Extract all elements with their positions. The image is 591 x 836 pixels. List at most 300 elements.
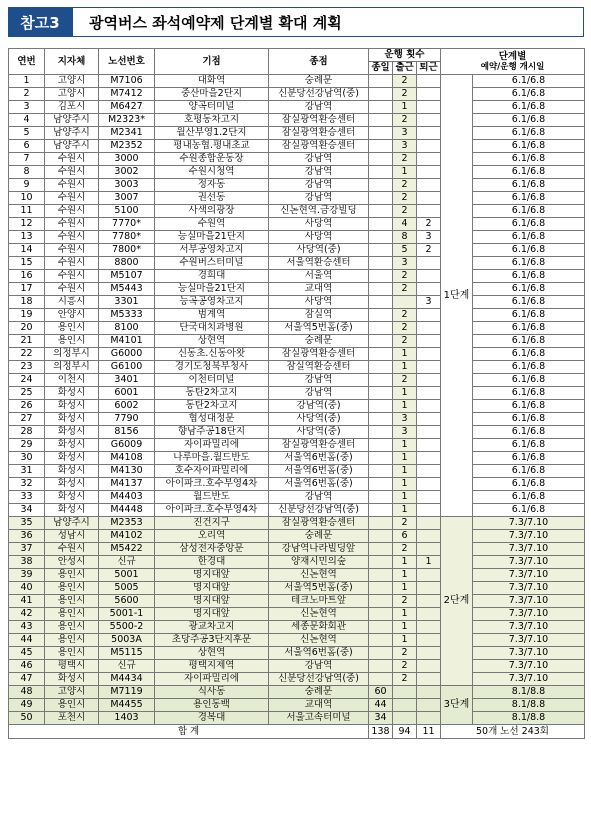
cell-all-day — [369, 218, 393, 231]
cell-commute-in — [417, 348, 441, 361]
cell-date: 6.1/6.8 — [473, 504, 585, 517]
table-body — [9, 75, 585, 739]
col-header-runs: 운행 횟수 — [369, 49, 441, 62]
cell-date: 7.3/7.10 — [473, 582, 585, 595]
cell-city: 화성시 — [45, 400, 99, 413]
cell-end: 서울역 — [269, 270, 369, 283]
cell-commute-in — [417, 439, 441, 452]
cell-city: 용인시 — [45, 647, 99, 660]
cell-commute-out: 8 — [393, 231, 417, 244]
cell-date: 6.1/6.8 — [473, 296, 585, 309]
cell-commute-out: 1 — [393, 400, 417, 413]
col-header-commute-in: 퇴근 — [417, 62, 441, 75]
cell-city: 수원시 — [45, 231, 99, 244]
cell-no: 35 — [9, 517, 45, 530]
cell-city: 의정부시 — [45, 348, 99, 361]
cell-route: 3003 — [99, 179, 155, 192]
cell-city: 수원시 — [45, 166, 99, 179]
cell-start: 월산부영1.2단지 — [155, 127, 269, 140]
cell-start: 동탄2차고지 — [155, 400, 269, 413]
cell-city: 수원시 — [45, 270, 99, 283]
table-row — [9, 88, 585, 101]
cell-route: M2341 — [99, 127, 155, 140]
cell-commute-out: 2 — [393, 88, 417, 101]
cell-route: 1403 — [99, 712, 155, 725]
cell-city: 수원시 — [45, 257, 99, 270]
cell-commute-out: 2 — [393, 283, 417, 296]
cell-commute-out: 1 — [393, 452, 417, 465]
cell-route: M4130 — [99, 465, 155, 478]
cell-no: 47 — [9, 673, 45, 686]
cell-route: 7790 — [99, 413, 155, 426]
cell-commute-out: 6 — [393, 530, 417, 543]
cell-commute-in — [417, 361, 441, 374]
cell-commute-in — [417, 595, 441, 608]
cell-commute-out: 2 — [393, 660, 417, 673]
cell-no: 29 — [9, 439, 45, 452]
cell-all-day — [369, 296, 393, 309]
cell-commute-in — [417, 673, 441, 686]
cell-all-day — [369, 322, 393, 335]
cell-commute-out: 2 — [393, 595, 417, 608]
cell-route: M5107 — [99, 270, 155, 283]
cell-route: 8156 — [99, 426, 155, 439]
cell-all-day — [369, 153, 393, 166]
cell-all-day — [369, 179, 393, 192]
cell-city: 용인시 — [45, 322, 99, 335]
cell-start: 식사동 — [155, 686, 269, 699]
cell-all-day — [369, 335, 393, 348]
table-row — [9, 374, 585, 387]
cell-commute-out: 1 — [393, 569, 417, 582]
cell-no: 33 — [9, 491, 45, 504]
stage-label-2: 2단계 — [441, 517, 473, 686]
table-row — [9, 452, 585, 465]
stage-label-1: 1단계 — [441, 75, 473, 517]
cell-commute-out: 2 — [393, 673, 417, 686]
stage-label-3: 3단계 — [441, 686, 473, 725]
table-row — [9, 140, 585, 153]
cell-no: 40 — [9, 582, 45, 595]
cell-start: 진건지구 — [155, 517, 269, 530]
cell-commute-out: 2 — [393, 270, 417, 283]
cell-all-day — [369, 530, 393, 543]
cell-start: 나루마을.월드반도 — [155, 452, 269, 465]
cell-date: 6.1/6.8 — [473, 166, 585, 179]
cell-city: 화성시 — [45, 491, 99, 504]
cell-all-day — [369, 387, 393, 400]
cell-commute-out: 1 — [393, 439, 417, 452]
cell-all-day — [369, 283, 393, 296]
cell-commute-out: 1 — [393, 478, 417, 491]
cell-city: 남양주시 — [45, 140, 99, 153]
cell-date: 6.1/6.8 — [473, 270, 585, 283]
cell-commute-in — [417, 647, 441, 660]
cell-all-day — [369, 374, 393, 387]
cell-no: 36 — [9, 530, 45, 543]
cell-city: 화성시 — [45, 452, 99, 465]
table-row — [9, 75, 585, 88]
cell-date: 6.1/6.8 — [473, 478, 585, 491]
cell-route: 7770* — [99, 218, 155, 231]
cell-route: 5005 — [99, 582, 155, 595]
cell-no: 1 — [9, 75, 45, 88]
cell-start: 초당주공3단지후문 — [155, 634, 269, 647]
table-row — [9, 244, 585, 257]
cell-date: 6.1/6.8 — [473, 322, 585, 335]
cell-commute-in — [417, 491, 441, 504]
cell-no: 48 — [9, 686, 45, 699]
cell-no: 44 — [9, 634, 45, 647]
cell-all-day — [369, 231, 393, 244]
cell-commute-in — [417, 413, 441, 426]
cell-end: 잠실광역환승센터 — [269, 439, 369, 452]
table-row — [9, 595, 585, 608]
cell-route: M2353 — [99, 517, 155, 530]
cell-end: 숭례문 — [269, 686, 369, 699]
table-row — [9, 699, 585, 712]
cell-commute-out: 1 — [393, 491, 417, 504]
table-row — [9, 257, 585, 270]
cell-route: M4101 — [99, 335, 155, 348]
cell-date: 6.1/6.8 — [473, 426, 585, 439]
cell-no: 5 — [9, 127, 45, 140]
cell-all-day — [369, 647, 393, 660]
cell-commute-out — [393, 296, 417, 309]
cell-start: 수원시청역 — [155, 166, 269, 179]
cell-start: 평내농협.평내초교 — [155, 140, 269, 153]
cell-city: 수원시 — [45, 244, 99, 257]
cell-all-day — [369, 465, 393, 478]
cell-commute-in — [417, 517, 441, 530]
cell-start: 정자동 — [155, 179, 269, 192]
cell-start: 명지대앞 — [155, 582, 269, 595]
cell-end: 강남역 — [269, 660, 369, 673]
cell-city: 시흥시 — [45, 296, 99, 309]
col-header-start: 기점 — [155, 49, 269, 75]
cell-date: 7.3/7.10 — [473, 647, 585, 660]
cell-route: G6009 — [99, 439, 155, 452]
cell-no: 31 — [9, 465, 45, 478]
cell-start: 명지대앞 — [155, 569, 269, 582]
table-row — [9, 413, 585, 426]
cell-city: 화성시 — [45, 439, 99, 452]
cell-date: 7.3/7.10 — [473, 660, 585, 673]
cell-date: 6.1/6.8 — [473, 465, 585, 478]
table-row — [9, 673, 585, 686]
cell-end: 서울역5번홈(중) — [269, 582, 369, 595]
cell-end: 숭례문 — [269, 335, 369, 348]
cell-start: 상현역 — [155, 335, 269, 348]
cell-all-day — [369, 621, 393, 634]
cell-all-day — [369, 205, 393, 218]
cell-commute-out: 1 — [393, 465, 417, 478]
cell-date: 6.1/6.8 — [473, 192, 585, 205]
cell-city: 용인시 — [45, 335, 99, 348]
cell-commute-in — [417, 634, 441, 647]
cell-commute-in — [417, 712, 441, 725]
table-row — [9, 348, 585, 361]
cell-city: 고양시 — [45, 686, 99, 699]
cell-all-day — [369, 270, 393, 283]
cell-city: 용인시 — [45, 621, 99, 634]
cell-end: 교대역 — [269, 283, 369, 296]
cell-no: 11 — [9, 205, 45, 218]
cell-commute-out: 2 — [393, 543, 417, 556]
cell-city: 화성시 — [45, 504, 99, 517]
cell-end: 강남역 — [269, 491, 369, 504]
cell-all-day: 60 — [369, 686, 393, 699]
cell-city: 수원시 — [45, 179, 99, 192]
cell-commute-in — [417, 504, 441, 517]
cell-commute-out: 2 — [393, 192, 417, 205]
table-row — [9, 205, 585, 218]
table-row — [9, 270, 585, 283]
cell-all-day — [369, 595, 393, 608]
cell-commute-out: 2 — [393, 179, 417, 192]
cell-route: M5333 — [99, 309, 155, 322]
cell-commute-in — [417, 660, 441, 673]
table-row — [9, 608, 585, 621]
cell-end: 양재시민의숲 — [269, 556, 369, 569]
cell-route: 5003A — [99, 634, 155, 647]
table-row — [9, 686, 585, 699]
cell-route: 3002 — [99, 166, 155, 179]
cell-start: 향남주공18단지 — [155, 426, 269, 439]
cell-commute-out: 2 — [393, 322, 417, 335]
cell-end: 신분당선강남역(중) — [269, 504, 369, 517]
cell-commute-in: 2 — [417, 244, 441, 257]
cell-no: 8 — [9, 166, 45, 179]
cell-no: 32 — [9, 478, 45, 491]
cell-end: 신논현역.금강빌딩 — [269, 205, 369, 218]
cell-route: M6427 — [99, 101, 155, 114]
cell-end: 신논현역 — [269, 634, 369, 647]
cell-date: 6.1/6.8 — [473, 452, 585, 465]
cell-no: 19 — [9, 309, 45, 322]
cell-no: 18 — [9, 296, 45, 309]
cell-start: 한경대 — [155, 556, 269, 569]
cell-commute-in — [417, 543, 441, 556]
cell-all-day — [369, 452, 393, 465]
table-row — [9, 309, 585, 322]
bus-reservation-table — [8, 48, 585, 739]
cell-route: M2352 — [99, 140, 155, 153]
cell-all-day — [369, 543, 393, 556]
cell-end: 사당역 — [269, 231, 369, 244]
cell-start: 동탄2차고지 — [155, 387, 269, 400]
cell-start: 경기도청북부청사 — [155, 361, 269, 374]
cell-commute-out: 1 — [393, 348, 417, 361]
table-row — [9, 114, 585, 127]
cell-route: 3401 — [99, 374, 155, 387]
cell-no: 23 — [9, 361, 45, 374]
cell-all-day — [369, 413, 393, 426]
cell-city: 의정부시 — [45, 361, 99, 374]
cell-city: 용인시 — [45, 595, 99, 608]
cell-commute-out: 1 — [393, 504, 417, 517]
cell-commute-out: 2 — [393, 517, 417, 530]
cell-city: 화성시 — [45, 478, 99, 491]
cell-end: 숭례문 — [269, 75, 369, 88]
cell-all-day — [369, 673, 393, 686]
cell-commute-in — [417, 309, 441, 322]
cell-commute-in — [417, 257, 441, 270]
cell-start: 상현역 — [155, 647, 269, 660]
cell-all-day — [369, 75, 393, 88]
cell-city: 용인시 — [45, 582, 99, 595]
cell-no: 15 — [9, 257, 45, 270]
cell-no: 34 — [9, 504, 45, 517]
cell-start: 범계역 — [155, 309, 269, 322]
cell-all-day — [369, 491, 393, 504]
cell-end: 잠실광역환승센터 — [269, 140, 369, 153]
total-all-day: 138 — [369, 725, 393, 739]
cell-all-day — [369, 608, 393, 621]
cell-city: 용인시 — [45, 699, 99, 712]
cell-city: 평택시 — [45, 660, 99, 673]
cell-end: 신논현역 — [269, 569, 369, 582]
cell-city: 용인시 — [45, 608, 99, 621]
cell-no: 16 — [9, 270, 45, 283]
cell-commute-out: 2 — [393, 647, 417, 660]
col-header-stage-line1: 단계별 — [498, 50, 527, 62]
cell-start: 수원역 — [155, 218, 269, 231]
cell-date: 7.3/7.10 — [473, 634, 585, 647]
cell-end: 강남역 — [269, 153, 369, 166]
cell-start: 경희대 — [155, 270, 269, 283]
cell-all-day — [369, 140, 393, 153]
cell-date: 7.3/7.10 — [473, 517, 585, 530]
cell-end: 서울역6번홈(중) — [269, 478, 369, 491]
cell-date: 6.1/6.8 — [473, 413, 585, 426]
cell-date: 8.1/8.8 — [473, 712, 585, 725]
cell-start: 용인동백 — [155, 699, 269, 712]
cell-start: 명지대앞 — [155, 595, 269, 608]
col-header-stage — [441, 49, 585, 75]
cell-no: 38 — [9, 556, 45, 569]
cell-date: 6.1/6.8 — [473, 439, 585, 452]
table-row — [9, 621, 585, 634]
cell-route: 3301 — [99, 296, 155, 309]
cell-all-day — [369, 478, 393, 491]
cell-no: 50 — [9, 712, 45, 725]
cell-all-day — [369, 127, 393, 140]
cell-commute-in — [417, 205, 441, 218]
cell-commute-in — [417, 153, 441, 166]
cell-date: 6.1/6.8 — [473, 205, 585, 218]
cell-end: 강남역나라빌딩앞 — [269, 543, 369, 556]
cell-route: M4108 — [99, 452, 155, 465]
cell-all-day — [369, 439, 393, 452]
cell-date: 7.3/7.10 — [473, 556, 585, 569]
cell-start: 사색의광장 — [155, 205, 269, 218]
cell-commute-in — [417, 75, 441, 88]
cell-commute-in — [417, 127, 441, 140]
cell-date: 7.3/7.10 — [473, 569, 585, 582]
table-row — [9, 517, 585, 530]
cell-end: 서울역6번홈(중) — [269, 465, 369, 478]
cell-no: 28 — [9, 426, 45, 439]
cell-commute-out: 3 — [393, 140, 417, 153]
cell-all-day — [369, 309, 393, 322]
cell-route: M4403 — [99, 491, 155, 504]
cell-commute-out: 1 — [393, 166, 417, 179]
cell-date: 6.1/6.8 — [473, 257, 585, 270]
cell-date: 8.1/8.8 — [473, 686, 585, 699]
cell-end: 신논현역 — [269, 608, 369, 621]
cell-city: 용인시 — [45, 634, 99, 647]
cell-end: 서울고속터미널 — [269, 712, 369, 725]
cell-all-day — [369, 517, 393, 530]
cell-city: 수원시 — [45, 205, 99, 218]
cell-commute-in — [417, 465, 441, 478]
cell-no: 22 — [9, 348, 45, 361]
cell-commute-out: 2 — [393, 75, 417, 88]
cell-commute-in — [417, 283, 441, 296]
table-row — [9, 556, 585, 569]
cell-start: 아이파크.호수부영4차 — [155, 504, 269, 517]
table-row — [9, 569, 585, 582]
cell-end: 잠실광역환승센터 — [269, 114, 369, 127]
col-header-route: 노선번호 — [99, 49, 155, 75]
cell-start: 오리역 — [155, 530, 269, 543]
cell-no: 45 — [9, 647, 45, 660]
cell-city: 안성시 — [45, 556, 99, 569]
cell-city: 안양시 — [45, 309, 99, 322]
cell-date: 6.1/6.8 — [473, 374, 585, 387]
cell-start: 호평동차고지 — [155, 114, 269, 127]
cell-route: M4434 — [99, 673, 155, 686]
cell-no: 39 — [9, 569, 45, 582]
cell-commute-out: 2 — [393, 374, 417, 387]
cell-end: 세종문화회관 — [269, 621, 369, 634]
cell-route: 5100 — [99, 205, 155, 218]
cell-commute-in — [417, 179, 441, 192]
cell-commute-in — [417, 569, 441, 582]
cell-date: 7.3/7.10 — [473, 673, 585, 686]
table-row — [9, 335, 585, 348]
table-row — [9, 491, 585, 504]
cell-commute-in — [417, 322, 441, 335]
cell-commute-in — [417, 114, 441, 127]
cell-end: 강남역(중) — [269, 400, 369, 413]
table-row — [9, 439, 585, 452]
cell-commute-out: 1 — [393, 101, 417, 114]
cell-route: 6001 — [99, 387, 155, 400]
cell-date: 6.1/6.8 — [473, 283, 585, 296]
cell-date: 6.1/6.8 — [473, 387, 585, 400]
cell-commute-out: 1 — [393, 556, 417, 569]
cell-route: 5600 — [99, 595, 155, 608]
table-row — [9, 179, 585, 192]
cell-commute-out — [393, 699, 417, 712]
cell-commute-in — [417, 686, 441, 699]
cell-end: 강남역 — [269, 192, 369, 205]
cell-end: 잠실광역환승센터 — [269, 127, 369, 140]
cell-no: 17 — [9, 283, 45, 296]
cell-no: 13 — [9, 231, 45, 244]
cell-no: 49 — [9, 699, 45, 712]
totals-row — [9, 725, 585, 739]
cell-date: 6.1/6.8 — [473, 179, 585, 192]
totals-summary: 50개 노선 243회 — [441, 725, 585, 739]
cell-route: 신규 — [99, 660, 155, 673]
cell-no: 37 — [9, 543, 45, 556]
cell-no: 27 — [9, 413, 45, 426]
cell-end: 잠실역 — [269, 309, 369, 322]
cell-route: M5422 — [99, 543, 155, 556]
